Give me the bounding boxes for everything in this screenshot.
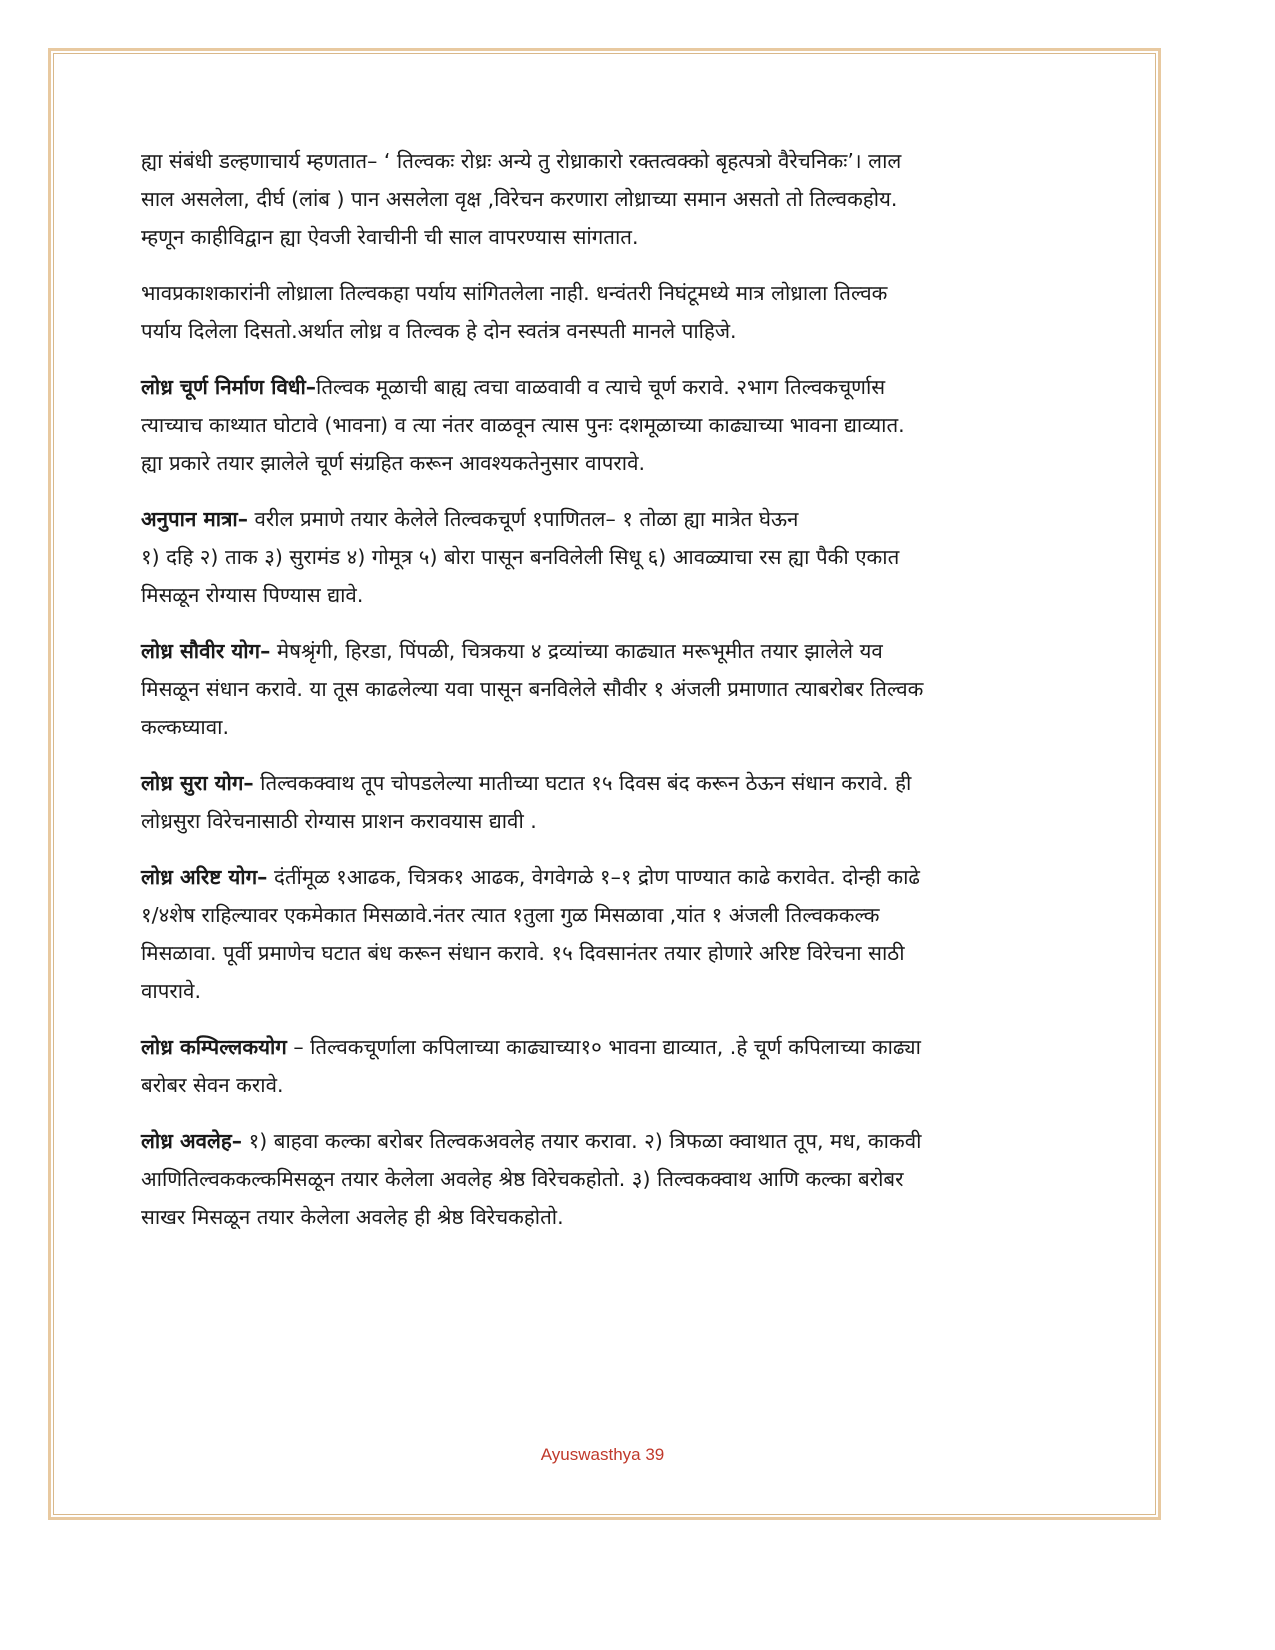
text-line-body: तिल्वक मूळाची बाह्य त्वचा वाळवावी व त्याचे चूर्ण करावे. २भाग तिल्वकचूर्णास (316, 375, 886, 399)
text-line-body: वरील प्रमाणे तयार केलेले तिल्वकचूर्ण १पाणितल– १ तोळा ह्या मात्रेत घेऊन (247, 507, 799, 531)
paragraph-bhavaprakash (141, 274, 1081, 350)
text-line: साल असलेला, दीर्घ (लांब ) पान असलेला वृक्ष ,विरेचन करणारा लोध्राच्या समान असतो तो तिल्वकहोय. (141, 187, 898, 211)
text-line: वापरावे. (141, 979, 201, 1003)
footer-page-label: Ayuswasthya 39 (540, 1445, 665, 1464)
paragraph-dalhana (141, 142, 1081, 256)
text-line: १) दहि २) ताक ३) सुरामंड ४) गोमूत्र ५) बोरा पासून बनविलेली सिधू ६) आवळ्याचा रस ह्या पैकी एकात (141, 545, 900, 569)
paragraph-kampillak-yog (141, 1028, 1081, 1104)
text-line: पर्याय दिलेला दिसतो.अर्थात लोध्र व तिल्वक हे दोन स्वतंत्र वनस्पती मानले पाहिजे. (141, 319, 737, 343)
text-line: मिसळून रोग्यास पिण्यास द्यावे. (141, 583, 364, 607)
paragraph-sauvir-yog (141, 632, 1081, 746)
section-heading: लोध्र चूर्ण निर्माण विधी– (141, 375, 317, 399)
text-line: बरोबर सेवन करावे. (141, 1073, 284, 1097)
section-heading: लोध्र कम्पिल्लकयोग (141, 1035, 287, 1059)
text-line: ह्या संबंधी डल्हणाचार्य म्हणतात– ‘ तिल्वकः रोध्रः अन्ये तु रोध्राकारो रक्तत्वक्को बृहत्पत्रो वैरेचनिकः’। लाल (141, 149, 902, 173)
paragraph-arishta-yog (141, 858, 1081, 1010)
paragraph-anupan-matra (141, 500, 1081, 614)
text-line: साखर मिसळून तयार केलेला अवलेह ही श्रेष्ठ विरेचकहोतो. (141, 1205, 564, 1229)
section-heading: लोध्र सौवीर योग– (141, 639, 271, 663)
text-line: कल्कघ्यावा. (141, 715, 229, 739)
section-heading: लोध्र अरिष्ट योग– (141, 865, 268, 889)
text-line: त्याच्याच काथ्यात घोटावे (भावना) व त्या नंतर वाळवून त्यास पुनः दशमूळाच्या काढ्याच्या भावना द्याव्यात. (141, 413, 905, 437)
text-line (141, 858, 1081, 896)
document-body (141, 142, 1081, 1254)
text-line (141, 632, 1081, 670)
text-line: म्हणून काहीविद्वान ह्या ऐवजी रेवाचीनी ची साल वापरण्यास सांगतात. (141, 225, 639, 249)
paragraph-sura-yog (141, 764, 1081, 840)
text-line: लोध्रसुरा विरेचनासाठी रोग्यास प्राशन करावयास द्यावी . (141, 809, 537, 833)
text-line-body: दंतींमूळ १आढक, चित्रक१ आढक, वेगवेगळे १–१ द्रोण पाण्यात काढे करावेत. दोन्ही काढे (267, 865, 920, 889)
text-line (141, 1028, 1081, 1066)
page-footer (0, 1445, 1275, 1465)
section-heading: लोध्र सुरा योग– (141, 771, 254, 795)
text-line: आणितिल्वककल्कमिसळून तयार केलेला अवलेह श्रेष्ठ विरेचकहोतो. ३) तिल्वकक्वाथ आणि कल्का बरोबर (141, 1167, 904, 1191)
text-line (141, 500, 1081, 538)
text-line: मिसळून संधान करावे. या तूस काढलेल्या यवा पासून बनविलेले सौवीर १ अंजली प्रमाणात त्याबरोबर तिल्वक (141, 677, 924, 701)
section-heading: लोध्र अवलेह– (141, 1129, 243, 1153)
text-line-body: – तिल्वकचूर्णाला कपिलाच्या काढ्याच्या१० भावना द्याव्यात, .हे चूर्ण कपिलाच्या काढ्या (286, 1035, 921, 1059)
text-line: मिसळावा. पूर्वी प्रमाणेच घटात बंध करून संधान करावे. १५ दिवसानंतर तयार होणारे अरिष्ट विरेचना साठी (141, 941, 905, 965)
section-heading: अनुपान मात्रा– (141, 507, 248, 531)
text-line (141, 368, 1081, 406)
paragraph-churna-vidhi (141, 368, 1081, 482)
text-line: भावप्रकाशकारांनी लोध्राला तिल्वकहा पर्याय सांगितलेला नाही. धन्वंतरी निघंटूमध्ये मात्र लोध्राला तिल्वक (141, 281, 888, 305)
text-line-body: तिल्वकक्वाथ तूप चोपडलेल्या मातीच्या घटात १५ दिवस बंद करून ठेऊन संधान करावे. ही (253, 771, 912, 795)
text-line: १/४शेष राहिल्यावर एकमेकात मिसळावे.नंतर त्यात १तुला गुळ मिसळावा ,यांत १ अंजली तिल्वककल्क (141, 903, 880, 927)
text-line (141, 764, 1081, 802)
text-line: ह्या प्रकारे तयार झालेले चूर्ण संग्रहित करून आवश्यकतेनुसार वापरावे. (141, 451, 646, 475)
text-line (141, 1122, 1081, 1160)
text-line-body: मेषश्रृंगी, हिरडा, पिंपळी, चित्रकया ४ द्रव्यांच्या काढ्यात मरूभूमीत तयार झालेले यव (270, 639, 883, 663)
paragraph-avaleh (141, 1122, 1081, 1236)
text-line-body: १) बाहवा कल्का बरोबर तिल्वकअवलेह तयार करावा. २) त्रिफळा क्वाथात तूप, मध, काकवी (242, 1129, 922, 1153)
